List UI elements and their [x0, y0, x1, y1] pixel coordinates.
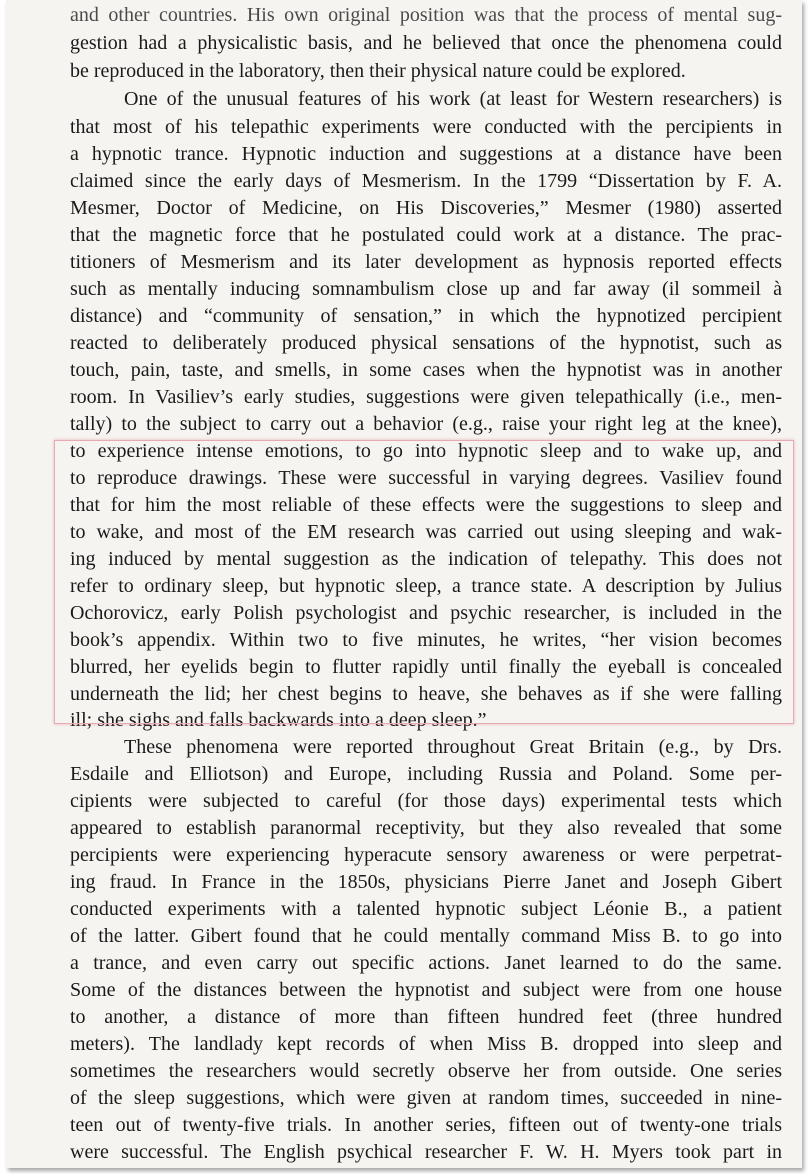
- text-line: room. In Vasiliev’s early studies, suggestions were given telepathically (i.e., men-: [70, 386, 782, 408]
- text-line: to another, a distance of more than fifteen hundred feet (three hundred: [70, 1006, 782, 1028]
- text-line: blurred, her eyelids begin to flutter rapidly until finally the eyeball is concealed: [70, 656, 782, 678]
- text-line: refer to ordinary sleep, but hypnotic sleep, a trance state. A description by Julius: [70, 575, 782, 597]
- text-line: to experience intense emotions, to go into hypnotic sleep and to wake up, and: [70, 440, 782, 462]
- text-line: titioners of Mesmerism and its later development as hypnosis reported effects: [70, 251, 782, 273]
- text-line: that the magnetic force that he postulated could work at a distance. The prac-: [70, 224, 782, 246]
- text-line: gestion had a physicalistic basis, and he believed that once the phenomena could: [70, 32, 782, 54]
- text-line: Some of the distances between the hypnotist and subject were from one house: [70, 979, 782, 1001]
- text-line: that for him the most reliable of these effects were the suggestions to sleep and: [70, 494, 782, 516]
- text-line: percipients were experiencing hyperacute sensory awareness or were perpetrat-: [70, 844, 782, 866]
- text-line: to reproduce drawings. These were successful in varying degrees. Vasiliev found: [70, 467, 782, 489]
- text-line: that most of his telepathic experiments were conducted with the percipients in: [70, 116, 782, 138]
- text-line: Mesmer, Doctor of Medicine, on His Discoveries,” Mesmer (1980) asserted: [70, 197, 782, 219]
- text-line: to wake, and most of the EM research was carried out using sleeping and wak-: [70, 521, 782, 543]
- text-line: teen out of twenty-five trials. In another series, fifteen out of twenty-one trials: [70, 1114, 782, 1136]
- text-line: sometimes the researchers would secretly observe her from outside. One series: [70, 1060, 782, 1082]
- text-line: These phenomena were reported throughout Great Britain (e.g., by Drs.: [124, 736, 782, 758]
- text-line: claimed since the early days of Mesmerism. In the 1799 “Dissertation by F. A.: [70, 170, 782, 192]
- text-line: a trance, and even carry out specific actions. Janet learned to do the same.: [70, 952, 782, 974]
- text-line: cipients were subjected to careful (for those days) experimental tests which: [70, 790, 782, 812]
- text-line: were successful. The English psychical researcher F. W. H. Myers took part in: [70, 1141, 782, 1163]
- text-line: One of the unusual features of his work (at least for Western researchers) is: [124, 88, 782, 110]
- text-line: tally) to the subject to carry out a behavior (e.g., raise your right leg at the knee),: [70, 413, 782, 435]
- text-line: meters). The landlady kept records of when Miss B. dropped into sleep and: [70, 1033, 782, 1055]
- text-line: ing fraud. In France in the 1850s, physicians Pierre Janet and Joseph Gibert: [70, 871, 782, 893]
- text-line: of the latter. Gibert found that he could mentally command Miss B. to go into: [70, 925, 782, 947]
- text-line: conducted experiments with a talented hypnotic subject Léonie B., a patient: [70, 898, 782, 920]
- text-line: appeared to establish paranormal receptivity, but they also revealed that some: [70, 817, 782, 839]
- text-line: distance) and “community of sensation,” in which the hypnotized percipient: [70, 305, 782, 327]
- text-line: touch, pain, taste, and smells, in some cases when the hypnotist was in another: [70, 359, 782, 381]
- text-line: a hypnotic trance. Hypnotic induction and suggestions at a distance have been: [70, 143, 782, 165]
- text-line: reacted to deliberately produced physical sensations of the hypnotist, such as: [70, 332, 782, 354]
- text-line: Esdaile and Elliotson) and Europe, including Russia and Poland. Some per-: [70, 763, 782, 785]
- scanned-page: [6, 0, 802, 1168]
- text-line: such as mentally inducing somnambulism close up and far away (il sommeil à: [70, 278, 782, 300]
- text-line: Ochorovicz, early Polish psychologist and psychic researcher, is included in the: [70, 602, 782, 624]
- text-line: ill; she sighs and falls backwards into a deep sleep.”: [70, 709, 487, 731]
- text-line: book’s appendix. Within two to five minutes, he writes, “her vision becomes: [70, 629, 782, 651]
- text-line: underneath the lid; her chest begins to heave, she behaves as if she were falling: [70, 683, 782, 705]
- text-line: be reproduced in the laboratory, then their physical nature could be explored.: [70, 60, 686, 82]
- text-line: of the sleep suggestions, which were given at random times, succeeded in nine-: [70, 1087, 782, 1109]
- text-line: and other countries. His own original position was that the process of mental sug-: [70, 4, 782, 26]
- text-line: ing induced by mental suggestion as the indication of telepathy. This does not: [70, 548, 782, 570]
